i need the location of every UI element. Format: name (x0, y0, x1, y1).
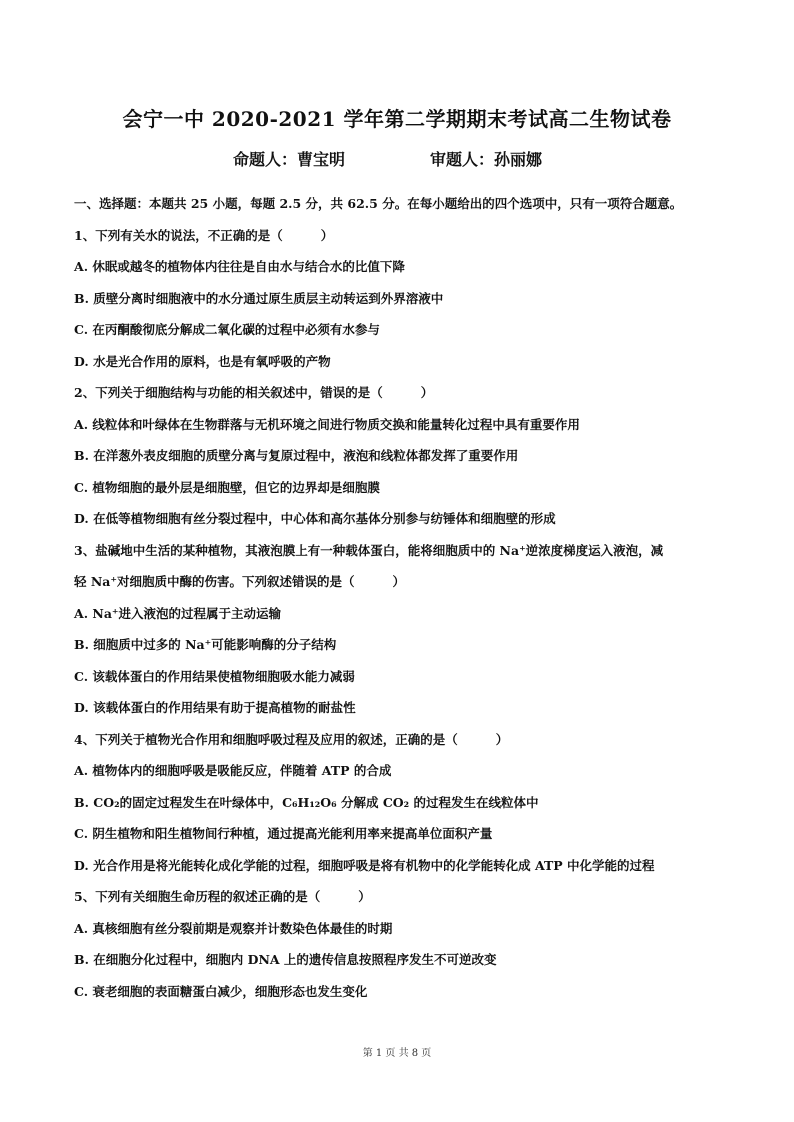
option: D. 在低等植物细胞有丝分裂过程中，中心体和高尔基体分别参与纺锤体和细胞壁的形成 (74, 511, 556, 526)
option: C. 该载体蛋白的作用结果使植物细胞吸水能力减弱 (74, 668, 355, 684)
option: C. 衰老细胞的表面糖蛋白减少，细胞形态也发生变化 (74, 983, 368, 999)
option: A. Na⁺进入液泡的过程属于主动运输 (74, 605, 282, 621)
question-stem: 5、下列有关细胞生命历程的叙述正确的是（ ） (74, 889, 371, 904)
option: B. CO₂的固定过程发生在叶绿体中，C₆H₁₂O₆ 分解成 CO₂ 的过程发生在线粒体中 (74, 794, 539, 810)
option: B. 在洋葱外表皮细胞的质壁分离与复原过程中，液泡和线粒体都发挥了重要作用 (74, 448, 519, 463)
question-stem: 4、下列关于植物光合作用和细胞呼吸过程及应用的叙述，正确的是（ ） (74, 731, 509, 747)
page-number: 第 1 页 共 8 页 (362, 1048, 432, 1059)
option: D. 水是光合作用的原料，也是有氧呼吸的产物 (74, 353, 331, 369)
author-label: 命题人：曹宝明 (233, 150, 346, 169)
option: A. 真核细胞有丝分裂前期是观察并计数染色体最佳的时期 (74, 920, 393, 936)
option: A. 休眠或越冬的植物体内往往是自由水与结合水的比值下降 (74, 259, 405, 274)
option: A. 线粒体和叶绿体在生物群落与无机环境之间进行物质交换和能量转化过程中具有重要作用 (74, 416, 580, 432)
option: C. 阴生植物和阳生植物间行种植，通过提高光能利用率来提高单位面积产量 (74, 826, 493, 841)
question-stem: 2、下列关于细胞结构与功能的相关叙述中，错误的是（ ） (74, 385, 434, 400)
section-intro: 一、选择题：本题共 25 小题，每题 2.5 分，共 62.5 分。在每小题给出的四个选项中，只有一项符合题意。 (74, 196, 683, 211)
option: D. 该载体蛋白的作用结果有助于提高植物的耐盐性 (74, 700, 356, 715)
question-stem: 3、盐碱地中生活的某种植物，其液泡膜上有一种载体蛋白，能将细胞质中的 Na⁺逆浓度梯度运入液泡，减 (74, 542, 664, 558)
reviewer-label: 审题人：孙丽娜 (430, 150, 543, 169)
option: C. 在丙酮酸彻底分解成二氧化碳的过程中必须有水参与 (74, 322, 380, 337)
option: A. 植物体内的细胞呼吸是吸能反应，伴随着 ATP 的合成 (74, 763, 392, 778)
option: C. 植物细胞的最外层是细胞壁，但它的边界却是细胞膜 (74, 479, 380, 495)
exam-content (74, 188, 734, 1007)
question-stem-continued: 轻 Na⁺对细胞质中酶的伤害。下列叙述错误的是（ ） (74, 574, 405, 589)
option: D. 光合作用是将光能转化成化学能的过程，细胞呼吸是将有机物中的化学能转化成 ATP 中化学能的过程 (74, 857, 655, 873)
option: B. 质壁分离时细胞液中的水分通过原生质层主动转运到外界溶液中 (74, 290, 444, 306)
page-title: 会宁一中 2020-2021 学年第二学期期末考试高二生物试卷 (122, 107, 672, 131)
question-stem: 1、下列有关水的说法，不正确的是（ ） (74, 227, 334, 243)
option: B. 在细胞分化过程中，细胞内 DNA 上的遗传信息按照程序发生不可逆改变 (74, 952, 497, 967)
option: B. 细胞质中过多的 Na⁺可能影响酶的分子结构 (74, 637, 337, 652)
